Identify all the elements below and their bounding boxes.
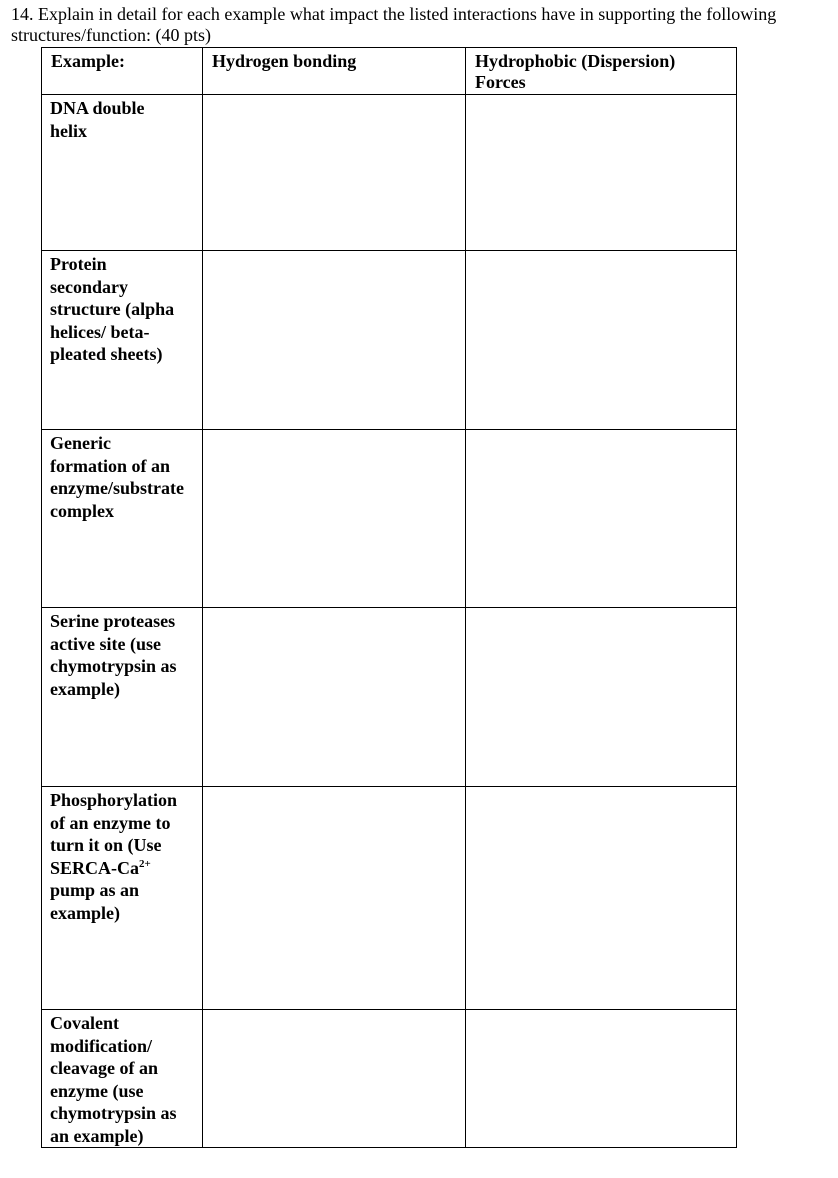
- table-row: [42, 1010, 737, 1148]
- table-row: [42, 430, 737, 608]
- answer-cell-hydrogen-bonding[interactable]: [203, 1010, 466, 1148]
- answer-cell-hydrogen-bonding[interactable]: [203, 430, 466, 608]
- table-row: [42, 608, 737, 787]
- example-covalent-modification: Covalent modification/ cleavage of an enzyme (use chymotrypsin as an example): [42, 1010, 203, 1148]
- answer-cell-hydrogen-bonding[interactable]: [203, 608, 466, 787]
- question-prompt: [11, 4, 838, 46]
- table-row: [42, 95, 737, 251]
- answer-cell-hydrophobic[interactable]: [466, 251, 737, 430]
- answer-cell-hydrogen-bonding[interactable]: [203, 95, 466, 251]
- answer-cell-hydrophobic[interactable]: [466, 1010, 737, 1148]
- answer-cell-hydrophobic[interactable]: [466, 430, 737, 608]
- header-hydrogen-bonding: Hydrogen bonding: [203, 48, 466, 95]
- example-dna-double-helix: DNA double helix: [42, 95, 203, 251]
- example-phosphorylation-serca: [42, 787, 203, 1010]
- question-line-2: structures/function: (40 pts): [11, 25, 211, 45]
- answer-cell-hydrogen-bonding[interactable]: [203, 251, 466, 430]
- example-protein-secondary-structure: Protein secondary structure (alpha helices/ beta- pleated sheets): [42, 251, 203, 430]
- example-serine-proteases: Serine proteases active site (use chymotrypsin as example): [42, 608, 203, 787]
- answer-cell-hydrophobic[interactable]: [466, 787, 737, 1010]
- answer-cell-hydrogen-bonding[interactable]: [203, 787, 466, 1010]
- example-phosphorylation-text-end: pump as an example): [50, 880, 140, 923]
- example-phosphorylation-text: Phosphorylation of an enzyme to turn it on (Use SERCA-Ca: [50, 790, 178, 878]
- question-line-1: 14. Explain in detail for each example what impact the listed interactions have in supporting the following: [11, 4, 777, 24]
- table-header-row: [42, 48, 737, 95]
- interactions-table: [41, 47, 737, 1148]
- header-hydrophobic-forces: Hydrophobic (Dispersion) Forces: [466, 48, 737, 95]
- example-enzyme-substrate-complex: Generic formation of an enzyme/substrate complex: [42, 430, 203, 608]
- table-row: [42, 787, 737, 1010]
- answer-cell-hydrophobic[interactable]: [466, 95, 737, 251]
- answer-cell-hydrophobic[interactable]: [466, 608, 737, 787]
- header-example: Example:: [42, 48, 203, 95]
- calcium-charge-superscript: 2+: [139, 857, 151, 870]
- table-row: [42, 251, 737, 430]
